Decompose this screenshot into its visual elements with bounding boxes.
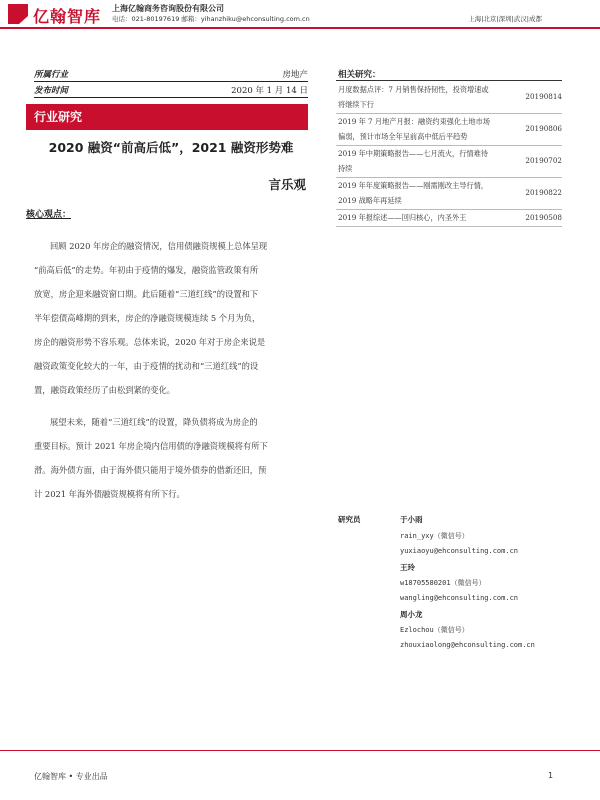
related-divider bbox=[336, 80, 562, 81]
paragraph-line: 置，融资政策经历了由松到紧的变化。 bbox=[34, 385, 176, 395]
related-item-date: 20190702 bbox=[525, 156, 562, 165]
related-item[interactable] bbox=[338, 146, 562, 176]
related-separator bbox=[336, 226, 562, 227]
logo-icon bbox=[8, 4, 28, 24]
footer-divider bbox=[0, 750, 600, 751]
page-number: 1 bbox=[548, 771, 554, 780]
meta-industry-value: 房地产 bbox=[282, 70, 308, 80]
header-divider bbox=[0, 27, 600, 29]
related-item-title: 2019 战略年再延续 bbox=[338, 196, 402, 205]
paragraph-line: 房企的融资形势不容乐观。总体来说，2020 年对于房企来说是 bbox=[34, 337, 266, 347]
paragraph-2 bbox=[34, 410, 324, 506]
related-item-date: 20190814 bbox=[525, 92, 562, 101]
analyst-name: 周小龙 bbox=[400, 610, 423, 619]
paragraph-line: 计 2021 年海外债融资规模将有所下行。 bbox=[34, 489, 185, 499]
analyst-wechat: Ezlochou（微信号） bbox=[400, 626, 469, 634]
related-item[interactable] bbox=[338, 114, 562, 144]
related-item-date: 20190822 bbox=[525, 188, 562, 197]
section-bar-label: 行业研究 bbox=[34, 110, 83, 124]
paragraph-line: 放宽，房企迎来融资窗口期。此后随着“三道红线”的设置和下 bbox=[34, 289, 259, 299]
logo-text: 亿翰智库 bbox=[33, 7, 102, 26]
paragraph-line: 滑。海外债方面，由于海外债只能用于境外债券的借新还旧，预 bbox=[34, 465, 267, 475]
related-item-date: 20190806 bbox=[525, 124, 562, 133]
related-item[interactable] bbox=[338, 210, 562, 226]
related-item-title: 2019 年 7 月地产月报：融资约束强化土地市场 bbox=[338, 117, 490, 126]
meta-industry-label: 所属行业 bbox=[34, 70, 69, 80]
related-item-title: 偏弱，预计市场全年呈前高中低后平趋势 bbox=[338, 132, 468, 141]
related-item[interactable] bbox=[338, 178, 562, 208]
paragraph-1 bbox=[34, 234, 324, 402]
paragraph-line: 重要目标。预计 2021 年房企境内信用债的净融资规模将有所下 bbox=[34, 441, 268, 451]
report-title-line1: 2020 融资“前高后低”，2021 融资形势难 bbox=[48, 140, 294, 155]
paragraph-line: “前高后低”的走势。年初由于疫情的爆发，融资监管政策有所 bbox=[34, 265, 259, 275]
related-item[interactable] bbox=[338, 82, 562, 112]
core-views-label: 核心观点： bbox=[26, 210, 72, 220]
analyst-email[interactable]: wangling@ehconsulting.com.cn bbox=[400, 594, 519, 602]
paragraph-line: 回顾 2020 年房企的融资情况，信用债融资规模上总体呈现 bbox=[50, 241, 268, 251]
related-item-title: 持续 bbox=[338, 164, 353, 173]
analyst-email[interactable]: zhouxiaolong@ehconsulting.com.cn bbox=[400, 641, 535, 649]
related-item-title: 2019 年年度策略报告——刚需刚改主导行情， bbox=[338, 181, 488, 190]
meta-date-value: 2020 年 1 月 14 日 bbox=[231, 86, 308, 96]
header-cities: 上海|北京|深圳|武汉|成都 bbox=[468, 15, 542, 23]
analyst-name: 于小雨 bbox=[400, 515, 423, 524]
related-item-date: 20190508 bbox=[525, 213, 562, 222]
paragraph-line: 展望未来，随着“三道红线”的设置，降负债将成为房企的 bbox=[50, 417, 258, 427]
related-item-title: 2019 年报综述——回归核心，内圣外王 bbox=[338, 213, 467, 222]
analysts-label: 研究员 bbox=[338, 515, 361, 524]
related-item-title: 将继续下行 bbox=[338, 100, 374, 109]
meta-date-label: 发布时间 bbox=[34, 86, 69, 96]
meta-date-row bbox=[34, 84, 308, 98]
footer-brand: 亿翰智库 • 专业出品 bbox=[34, 772, 108, 781]
analyst-email[interactable]: yuxiaoyu@ehconsulting.com.cn bbox=[400, 547, 519, 555]
meta-industry-row bbox=[34, 68, 308, 82]
related-item-title: 2019 年中期策略报告——七月流火，行情难待 bbox=[338, 149, 488, 158]
related-item-title: 月度数据点评：7 月销售保持韧性，投资增速或 bbox=[338, 85, 489, 94]
analyst-wechat: rain_yxy（微信号） bbox=[400, 532, 469, 540]
paragraph-line: 半年偿债高峰期的到来，房企的净融资规模连续 5 个月为负， bbox=[34, 313, 261, 323]
analyst-wechat: w18705580201（微信号） bbox=[400, 579, 486, 587]
header-company: 上海亿翰商务咨询股份有限公司 bbox=[112, 4, 224, 13]
analyst-name: 王玲 bbox=[400, 563, 415, 572]
meta-divider bbox=[34, 81, 308, 82]
meta-divider bbox=[34, 97, 308, 98]
header-contact: 电话：021-80197619 邮箱：yihanzhiku@ehconsulting.com.cn bbox=[112, 15, 310, 23]
related-research-label: 相关研究： bbox=[338, 70, 381, 80]
report-title-line2: 言乐观 bbox=[268, 177, 306, 192]
paragraph-line: 融资政策变化较大的一年，由于疫情的扰动和“三道红线”的设 bbox=[34, 361, 259, 371]
